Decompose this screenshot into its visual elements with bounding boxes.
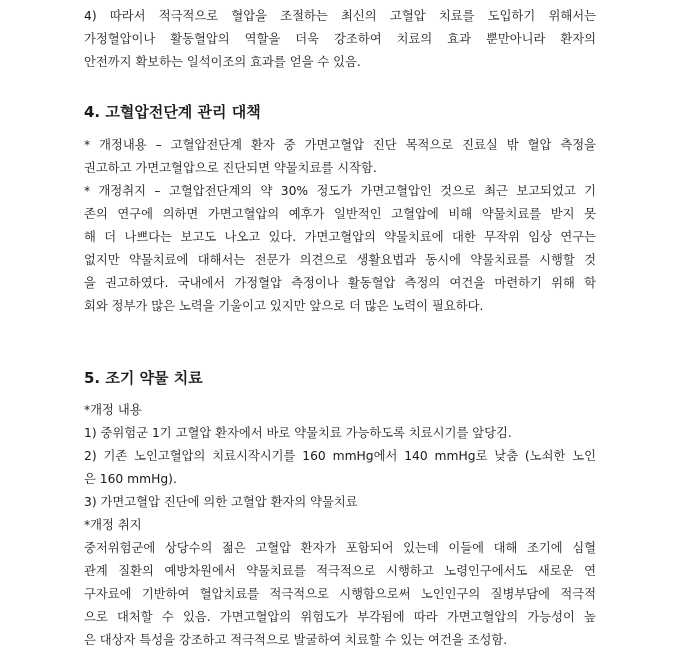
section-4-line: 존의 연구에 의하면 가면고혈압의 예후가 일반적인 고혈압에 비해 약물치료를 받지 못 bbox=[84, 207, 596, 221]
section-5-line: *개정 취지 bbox=[84, 518, 142, 532]
section-5-line: *개정 내용 bbox=[84, 403, 142, 417]
section-5-heading: 5. 조기 약물 치료 bbox=[84, 369, 203, 387]
section-4-line: * 개정내용 – 고혈압전단계 환자 중 가면고혈압 진단 목적으로 진료실 밖 혈압 측정을 bbox=[84, 138, 596, 152]
section-5-line: 구자료에 기반하여 혈압치료를 적극적으로 시행함으로써 노인인구의 질병부담에 적극적 bbox=[84, 587, 596, 601]
section-5-line: 관계 질환의 예방차원에서 약물치료를 적극적으로 시행하고 노령인구에서도 새로운 연 bbox=[84, 564, 596, 578]
section-4-line: 없지만 약물치료에 대해서는 전문가 의견으로 생활요법과 동시에 약물치료를 시행할 것 bbox=[84, 253, 596, 267]
section-5-line: 중저위험군에 상당수의 젊은 고혈압 환자가 포함되어 있는데 이들에 대해 조기에 심혈 bbox=[84, 541, 596, 555]
section-4-line: 회와 정부가 많은 노력을 기울이고 있지만 앞으로 더 많은 노력이 필요하다. bbox=[84, 299, 484, 313]
section-4-line: 해 더 나쁘다는 보고도 나오고 있다. 가면고혈압의 약물치료에 대한 무작위 임상 연구는 bbox=[84, 230, 596, 244]
section-4-line: * 개정취지 – 고혈압전단계의 약 30% 정도가 가면고혈압인 것으로 최근 보고되었고 기 bbox=[84, 184, 596, 198]
section-5-line: 3) 가면고혈압 진단에 의한 고혈압 환자의 약물치료 bbox=[84, 495, 358, 509]
section-4-line: 권고하고 가면고혈압으로 진단되면 약물치료를 시작함. bbox=[84, 161, 377, 175]
section-4-heading: 4. 고혈압전단계 관리 대책 bbox=[84, 103, 261, 121]
intro-line: 안전까지 확보하는 일석이조의 효과를 얻을 수 있음. bbox=[84, 55, 361, 69]
section-5-line: 1) 중위험군 1기 고혈압 환자에서 바로 약물치료 가능하도록 치료시기를 앞당김. bbox=[84, 426, 512, 440]
section-5-line: 으로 대처할 수 있음. 가면고혈압의 위험도가 부각됨에 따라 가면고혈압의 가능성이 높 bbox=[84, 610, 596, 624]
intro-paragraph bbox=[84, 5, 596, 74]
section-4-line: 을 권고하였다. 국내에서 가정혈압 측정이나 활동혈압 측정의 여건을 마련하기 위해 학 bbox=[84, 276, 596, 290]
section-5-body bbox=[84, 399, 596, 652]
section-4-body bbox=[84, 134, 596, 318]
section-5-line: 2) 기존 노인고혈압의 치료시작시기를 160 mmHg에서 140 mmHg로 낮춤 (노쇠한 노인 bbox=[84, 449, 596, 463]
section-5-line: 은 160 mmHg). bbox=[84, 472, 177, 486]
section-5-line: 은 대상자 특성을 강조하고 적극적으로 발굴하여 치료할 수 있는 여건을 조성함. bbox=[84, 633, 508, 647]
intro-line: 가정혈압이나 활동혈압의 역할을 더욱 강조하여 치료의 효과 뿐만아니라 환자의 bbox=[84, 32, 596, 46]
intro-line: 4) 따라서 적극적으로 혈압을 조절하는 최신의 고혈압 치료를 도입하기 위해서는 bbox=[84, 9, 596, 23]
